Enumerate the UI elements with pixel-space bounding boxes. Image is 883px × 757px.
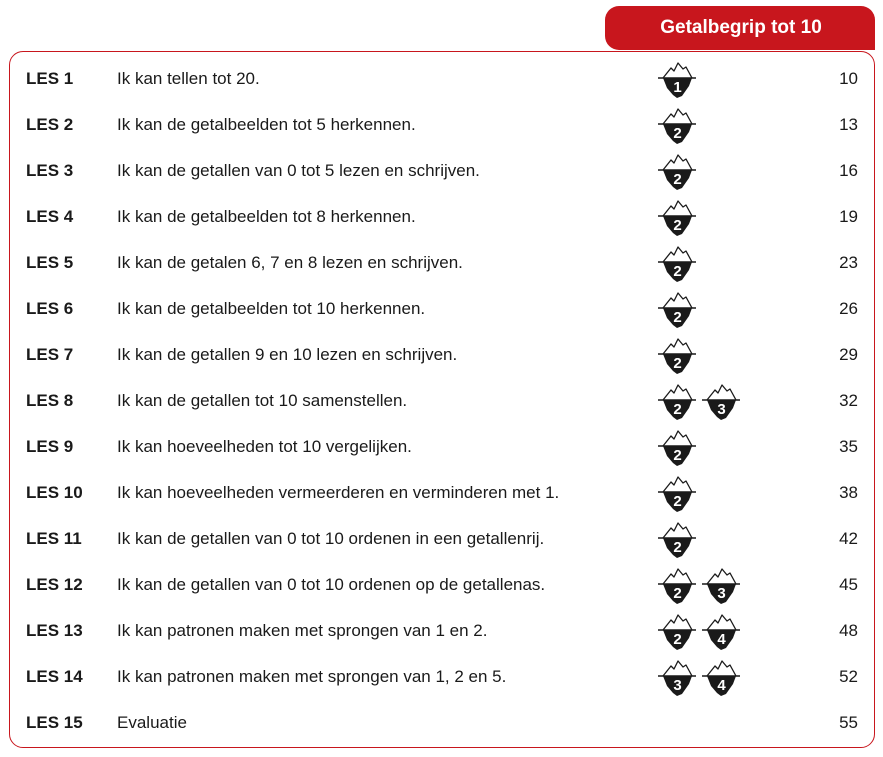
lesson-level-icons — [657, 243, 697, 283]
lesson-row — [0, 473, 883, 513]
lesson-level-icons — [657, 519, 697, 559]
iceberg-level-icon — [657, 59, 697, 99]
lesson-description: Ik kan de getallen van 0 tot 10 ordenen op de getallenas. — [117, 575, 546, 594]
iceberg-level-icon — [701, 657, 741, 697]
lesson-label: LES 9 — [26, 437, 74, 456]
lesson-page-number: 32 — [839, 391, 858, 410]
lesson-level-icons — [657, 289, 697, 329]
iceberg-level-number: 2 — [673, 263, 682, 280]
iceberg-level-icon — [657, 381, 697, 421]
iceberg-level-number: 3 — [717, 401, 726, 418]
lesson-label: LES 7 — [26, 345, 74, 364]
iceberg-level-number: 2 — [673, 585, 682, 602]
lesson-description: Ik kan de getalbeelden tot 10 herkennen. — [117, 299, 426, 318]
lesson-level-icons — [657, 105, 697, 145]
iceberg-level-icon — [657, 519, 697, 559]
lesson-description: Ik kan hoeveelheden vermeerderen en verminderen met 1. — [117, 483, 560, 502]
iceberg-level-number: 1 — [673, 79, 682, 96]
lesson-level-icons — [657, 335, 697, 375]
lesson-description: Ik kan de getallen 9 en 10 lezen en schrijven. — [117, 345, 458, 364]
lesson-description: Ik kan patronen maken met sprongen van 1 en 2. — [117, 621, 488, 640]
lesson-label: LES 3 — [26, 161, 74, 180]
lesson-level-icons — [657, 59, 697, 99]
iceberg-level-number: 4 — [717, 631, 726, 648]
lesson-description: Ik kan de getallen van 0 tot 5 lezen en schrijven. — [117, 161, 480, 180]
lesson-page-number: 48 — [839, 621, 858, 640]
lesson-row — [0, 243, 883, 283]
iceberg-level-number: 3 — [717, 585, 726, 602]
iceberg-level-icon — [657, 657, 697, 697]
lesson-level-icons — [657, 381, 741, 421]
lesson-label: LES 13 — [26, 621, 83, 640]
iceberg-level-icon — [657, 289, 697, 329]
lesson-description: Ik kan de getallen van 0 tot 10 ordenen in een getallenrij. — [117, 529, 545, 548]
lesson-description: Ik kan hoeveelheden tot 10 vergelijken. — [117, 437, 412, 456]
lesson-row — [0, 519, 883, 559]
lesson-row — [0, 59, 883, 99]
lesson-page-number: 26 — [839, 299, 858, 318]
lesson-label: LES 2 — [26, 115, 74, 134]
lesson-page-number: 19 — [839, 207, 858, 226]
iceberg-level-number: 2 — [673, 125, 682, 142]
lesson-label: LES 8 — [26, 391, 74, 410]
lesson-description: Ik kan de getalen 6, 7 en 8 lezen en schrijven. — [117, 253, 463, 272]
iceberg-level-icon — [657, 243, 697, 283]
lesson-row — [0, 565, 883, 605]
lesson-page-number: 10 — [839, 69, 858, 88]
lesson-page-number: 23 — [839, 253, 858, 272]
iceberg-level-icon — [657, 565, 697, 605]
iceberg-level-number: 2 — [673, 217, 682, 234]
iceberg-level-icon — [701, 611, 741, 651]
iceberg-level-number: 2 — [673, 401, 682, 418]
lesson-label: LES 1 — [26, 69, 74, 88]
lesson-row — [0, 105, 883, 145]
lesson-page-number: 52 — [839, 667, 858, 686]
iceberg-level-icon — [657, 197, 697, 237]
lesson-row — [0, 335, 883, 375]
lesson-page-number: 38 — [839, 483, 858, 502]
iceberg-level-number: 2 — [673, 539, 682, 556]
lesson-description: Ik kan patronen maken met sprongen van 1, 2 en 5. — [117, 667, 507, 686]
iceberg-level-number: 3 — [673, 677, 682, 694]
lesson-row — [0, 703, 883, 743]
lesson-row — [0, 151, 883, 191]
lesson-level-icons — [657, 473, 697, 513]
lesson-page-number: 16 — [839, 161, 858, 180]
lesson-row — [0, 289, 883, 329]
lesson-row — [0, 611, 883, 651]
iceberg-level-icon — [701, 565, 741, 605]
iceberg-level-icon — [657, 105, 697, 145]
lesson-row — [0, 427, 883, 467]
iceberg-level-icon — [657, 151, 697, 191]
section-tab — [605, 6, 875, 50]
lesson-level-icons — [657, 427, 697, 467]
lesson-label: LES 10 — [26, 483, 83, 502]
iceberg-level-icon — [701, 381, 741, 421]
lesson-row — [0, 197, 883, 237]
lesson-level-icons — [657, 657, 741, 697]
lesson-page-number: 55 — [839, 713, 858, 732]
iceberg-level-number: 2 — [673, 309, 682, 326]
lesson-label: LES 4 — [26, 207, 74, 226]
iceberg-level-icon — [657, 473, 697, 513]
lesson-label: LES 15 — [26, 713, 83, 732]
lesson-description: Evaluatie — [117, 713, 187, 732]
lesson-page-number: 42 — [839, 529, 858, 548]
lesson-row — [0, 381, 883, 421]
lesson-label: LES 5 — [26, 253, 74, 272]
iceberg-level-number: 2 — [673, 355, 682, 372]
iceberg-level-number: 2 — [673, 447, 682, 464]
iceberg-level-number: 2 — [673, 631, 682, 648]
iceberg-level-number: 4 — [717, 677, 726, 694]
lesson-page-number: 35 — [839, 437, 858, 456]
lesson-row — [0, 657, 883, 697]
section-tab-label: Getalbegrip tot 10 — [660, 17, 822, 38]
lesson-label: LES 14 — [26, 667, 83, 686]
lesson-level-icons — [657, 197, 697, 237]
lesson-page-number: 29 — [839, 345, 858, 364]
iceberg-level-icon — [657, 427, 697, 467]
lesson-description: Ik kan de getalbeelden tot 8 herkennen. — [117, 207, 416, 226]
lesson-level-icons — [657, 565, 741, 605]
lesson-label: LES 6 — [26, 299, 74, 318]
lesson-label: LES 12 — [26, 575, 83, 594]
iceberg-level-number: 2 — [673, 171, 682, 188]
lesson-description: Ik kan tellen tot 20. — [117, 69, 260, 88]
iceberg-level-number: 2 — [673, 493, 682, 510]
lesson-level-icons — [657, 151, 697, 191]
lesson-page-number: 45 — [839, 575, 858, 594]
lesson-description: Ik kan de getalbeelden tot 5 herkennen. — [117, 115, 416, 134]
iceberg-level-icon — [657, 335, 697, 375]
iceberg-level-icon — [657, 611, 697, 651]
lesson-page-number: 13 — [839, 115, 858, 134]
lesson-description: Ik kan de getallen tot 10 samenstellen. — [117, 391, 408, 410]
lesson-label: LES 11 — [26, 529, 82, 548]
lesson-level-icons — [657, 611, 741, 651]
